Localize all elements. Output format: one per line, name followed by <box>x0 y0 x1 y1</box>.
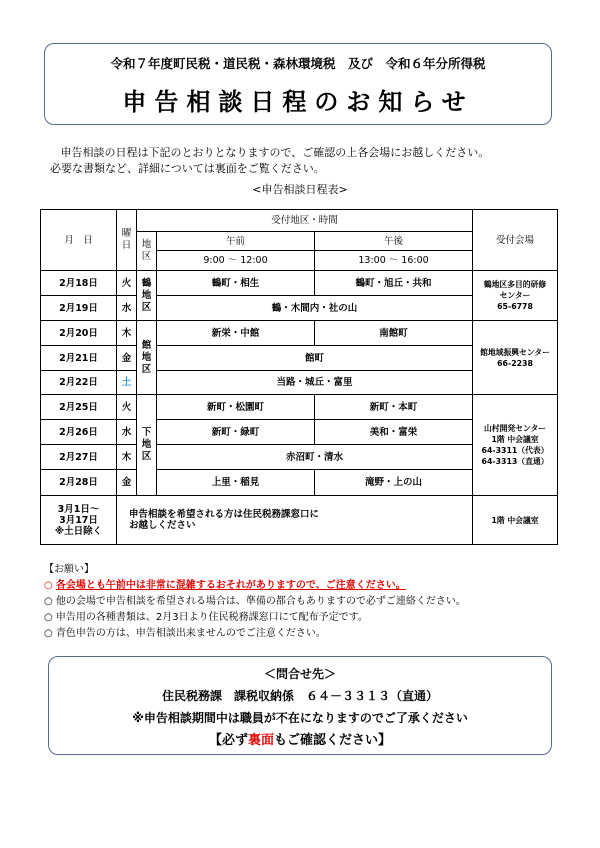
notes <box>44 562 466 642</box>
saturday-mark: 土 <box>117 371 137 395</box>
office-text: 申告相談を希望される方は住民税務課窓口に お越しください <box>117 496 473 545</box>
office-period: 3月1日～ 3月17日 ※土日除く <box>41 496 117 545</box>
area-shimo: 下地区 <box>137 395 157 496</box>
table-row: 2月19日 水 鶴・木間内・社の山 <box>41 296 558 321</box>
office-venue: 1階 中会議室 <box>473 496 558 545</box>
note-4: ○ 青色申告の方は、申告相談出来ませんのでご注意ください。 <box>44 628 326 639</box>
table-row: 2月28日 金 上里・稲見 滝野・上の山 <box>41 470 558 496</box>
header-am: 午前 <box>157 232 315 251</box>
header-area: 地区 <box>137 232 157 271</box>
schedule-table <box>40 209 558 545</box>
intro-text <box>50 145 489 177</box>
table-row: 2月27日 木 赤沼町・清水 <box>41 445 558 470</box>
contact-dept: 住民税務課 課税収納係 ６４－３３１３（直通） <box>161 689 438 703</box>
intro-line-1: 申告相談の日程は下記のとおりとなりますので、ご確認の上各会場にお越しください。 <box>60 146 490 159</box>
header-date: 月 日 <box>41 210 117 271</box>
header-weekday: 曜日 <box>117 210 137 271</box>
contact-box <box>48 656 552 755</box>
table-row: 2月21日 金 館町 <box>41 346 558 371</box>
header-box <box>44 43 552 125</box>
area-tsuru: 鶴地区 <box>137 271 157 321</box>
contact-back-reminder: 【必ず裏面もご確認ください】 <box>208 733 392 748</box>
venue-shimo: 山村開発センター 1階 中会議室 64-3311（代表） 64-3313（直通） <box>473 395 558 496</box>
table-row: 2月22日 土 当路・城丘・富里 <box>41 371 558 395</box>
header-pm-time: 13:00 ～ 16:00 <box>315 251 473 271</box>
venue-tate: 館地域振興センター 66-2238 <box>473 321 558 395</box>
note-2: ○ 他の会場で申告相談を希望される場合は、準備の都合もありますので必ずご連絡ください。 <box>44 596 466 607</box>
contact-title: ＜問合せ先＞ <box>263 667 336 681</box>
header-am-time: 9:00 ～ 12:00 <box>157 251 315 271</box>
table-row: 2月25日 火 下地区 新町・松園町 新町・本町 山村開発センター 1階 中会議室 64-3311（代表） 64-3313（直通） <box>41 395 558 420</box>
table-row: 2月20日 木 館地区 新栄・中館 南館町 館地域振興センター 66-2238 <box>41 321 558 346</box>
table-caption: <申告相談日程表> <box>252 183 348 196</box>
venue-tsuru: 鶴地区多目的研修センター 65-6778 <box>473 271 558 321</box>
table-row: 2月26日 水 新町・緑町 美和・富栄 <box>41 420 558 445</box>
header-venue: 受付会場 <box>473 210 558 271</box>
header-subtitle: 令和７年度町民税・道民税・森林環境税 及び 令和６年分所得税 <box>110 56 486 71</box>
intro-line-2: 必要な書類など、詳細については裏面をご覧ください。 <box>50 162 325 175</box>
note-3: ○ 申告用の各種書類は、2月3日より住民税務課窓口にて配布予定です。 <box>44 612 368 623</box>
table-row-office <box>41 496 558 545</box>
table-header-row <box>41 210 558 232</box>
area-tate: 館地区 <box>137 321 157 395</box>
contact-notice: ※申告相談期間中は職員が不在になりますのでご了承ください <box>132 711 468 725</box>
note-1: ○ 各会場とも午前中は非常に混雑するおそれがありますので、ご注意ください。 <box>44 580 406 591</box>
header-area-time: 受付地区・時間 <box>137 210 473 232</box>
page-title: 申告相談日程のお知らせ <box>122 88 474 116</box>
table-row: 2月18日 火 鶴地区 鶴町・相生 鶴町・旭丘・共和 鶴地区多目的研修センター 65-6778 <box>41 271 558 296</box>
header-pm: 午後 <box>315 232 473 251</box>
notes-title: 【お願い】 <box>44 564 94 575</box>
